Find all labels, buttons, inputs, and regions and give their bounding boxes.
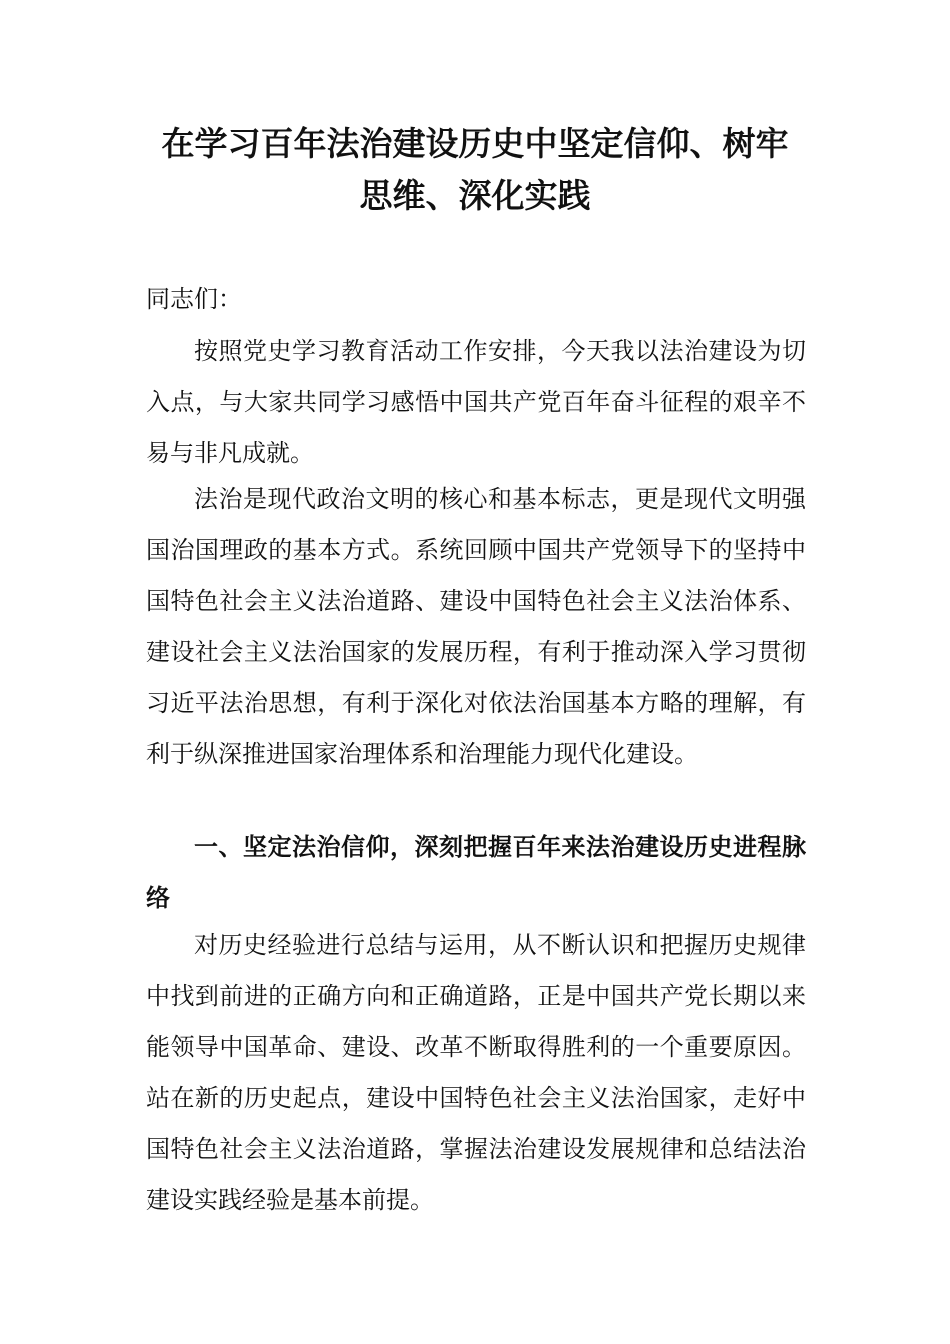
section-paragraph: 对历史经验进行总结与运用，从不断认识和把握历史规律中找到前进的正确方向和正确道路，正是中国共产党长期以来能领导中国革命、建设、改革不断取得胜利的一个重要原因。站在新的历史起点，建设中国特色社会主义法治国家，走好中国特色社会主义法治道路，掌握法治建设发展规律和总结法治建设实践经验是基本前提。 bbox=[146, 931, 806, 1214]
document-title bbox=[130, 118, 820, 222]
paragraph-intro: 按照党史学习教育活动工作安排，今天我以法治建设为切入点，与大家共同学习感悟中国共产党百年奋斗征程的艰辛不易与非凡成就。 bbox=[146, 337, 806, 467]
salutation: 同志们： bbox=[146, 285, 242, 313]
title-line-1: 在学习百年法治建设历史中坚定信仰、树牢 bbox=[161, 124, 789, 163]
paragraph-rule-of-law: 法治是现代政治文明的核心和基本标志，更是现代文明强国治国理政的基本方式。系统回顾中国共产党领导下的坚持中国特色社会主义法治道路、建设中国特色社会主义法治体系、建设社会主义法治国家的发展历程，有利于推动深入学习贯彻习近平法治思想，有利于深化对依法治国基本方略的理解，有利于纵深推进国家治理体系和治理能力现代化建设。 bbox=[146, 485, 806, 768]
title-line-2: 思维、深化实践 bbox=[359, 176, 591, 215]
section-heading: 一、坚定法治信仰，深刻把握百年来法治建设历史进程脉络 bbox=[146, 833, 806, 912]
